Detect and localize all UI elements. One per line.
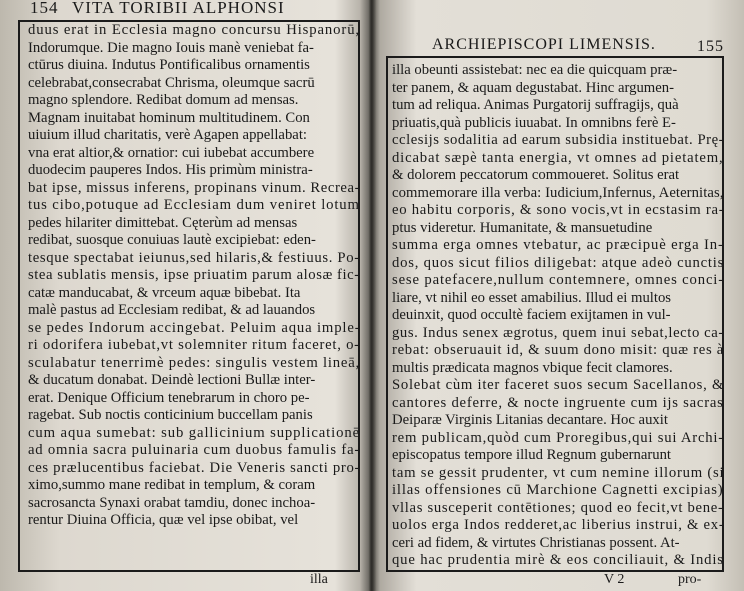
text-line: que hac prudentia mirè & eos conciliauit, & Indis (392, 552, 724, 568)
text-line: cantores deferre, & nocte ingruente cum ijs sacras (392, 394, 724, 411)
text-line: multis prædicata magnos vbique fecit clamores. (392, 359, 673, 376)
text-line: ragebat. Sub noctis conticinium buccellam panis (28, 407, 313, 423)
text-line: bat ipse, missus inferens, propinans vinum. Recrea- (28, 179, 360, 196)
text-line: illa obeunti assistebat: nec ea die quicquam præ- (392, 62, 678, 78)
left-page-header (0, 0, 366, 22)
text-line: Deiparæ Virginis Litanias decantare. Hoc auxit (392, 412, 668, 428)
gutter-shadow (360, 0, 380, 591)
left-page-number: 154 (30, 0, 59, 17)
text-line: liare, vt nihil eo esset amabilius. Illud ei multos (392, 289, 672, 306)
text-line: dicabat sæpè tanta energia, vt omnes ad pietatem, (392, 149, 724, 166)
text-line: sacrosancta Synaxi orabat tamdiu, donec inchoa- (28, 494, 316, 511)
text-line: ri odorifera iubebat,vt solemniter ritum faceret, o- (28, 337, 360, 353)
text-line: tum ad reliqua. Animas Purgatorij suffragijs, quà (392, 97, 679, 113)
text-line: uolos erga Indos redderet,ac liberius instrui, & ex- (392, 517, 724, 533)
left-catchword: illa (310, 572, 328, 587)
text-line: Indorumque. Die magno Iouis manè veniebat fa- (28, 39, 314, 56)
text-line: eo habitu corporis, & sono vocis,vt in ecstasim ra- (392, 202, 724, 218)
text-line: cum aqua sumebat: sub gallicinium supplicationē (28, 424, 360, 441)
text-line: ximo,summo mane redibat in templum, & coram (28, 477, 316, 493)
text-line: magno splendore. Redibat domum ad mensas. (28, 92, 299, 108)
text-line: Magnam inuitabat hominum multitudinem. Con (28, 109, 310, 126)
text-line: rebat: obseruauit id, & suum dono misit: quæ res à (392, 342, 724, 358)
right-running-title: ARCHIEPISCOPI LIMENSIS. (432, 36, 656, 53)
left-running-title: VITA TORIBII ALPHONSI (72, 0, 285, 17)
text-line: cclesijs sodalitia ad earum subsidia instituebat. Prę- (392, 132, 724, 148)
text-line: celebrabat,consecrabat Chrisma, oleumque sacrū (28, 74, 315, 91)
text-line: malè pastus ad Ecclesiam redibat, & ad lauandos (28, 302, 316, 318)
text-line: Solebat cùm iter faceret suos secum Sacellanos, & (392, 377, 724, 393)
text-line: redibat, suosque conuiuas lautè excipiebat: eden- (28, 232, 316, 248)
right-catchword: pro- (678, 572, 702, 587)
text-line: ces prælucentibus faciebat. Die Veneris sancti pro- (28, 459, 360, 476)
text-line: ptus videretur. Humanitate, & mansuetudine (392, 219, 653, 236)
right-page-header (372, 0, 744, 55)
text-line: tus cibo,potuque ad Ecclesiam dum veniret lotum (28, 197, 360, 213)
text-line: priuatis,quà publicis iuuabat. In omnibns ferè E- (392, 114, 676, 131)
text-line: uiuium illud charitatis, verè Agapen appellabat: (28, 127, 307, 143)
text-line: catæ manducabat, & vrceum aquæ bibebat. Ita (28, 284, 301, 301)
right-page (372, 0, 744, 591)
text-line: commemorare illa verba: Iudicium,Infernus, Aeternitas, (392, 184, 724, 201)
text-line: rentur Diuina Officia, quæ vel ipse obibat, vel (28, 512, 299, 528)
text-line: duus erat in Ecclesia magno concursu Hispanorū, (28, 22, 360, 38)
left-page (0, 0, 366, 591)
text-line: & dolorem peccatorum commoueret. Solitus erat (392, 167, 680, 183)
text-line: dos, quos sicut filios diligebat: atque adeò cunctis (392, 254, 724, 271)
text-line: deuinxit, quod occultè faciem exijtamen in vul- (392, 307, 671, 323)
text-line: pedes hilariter dimittebat. Cęterùm ad mensas (28, 214, 298, 231)
text-line: vllas susceperit contētiones; quod eo fecit,vt bene- (392, 499, 724, 516)
text-line: stea sublatis mensis, ipse priuatim parum alosæ fic- (28, 267, 360, 283)
text-line: episcopatus tempore illud Regnum gubernarunt (392, 447, 671, 463)
text-line: ter panem, & aquam degustabat. Hinc argumen- (392, 79, 674, 96)
text-line: tesque spectabat ieiunus,sed hilaris,& festiuus. Po- (28, 249, 360, 266)
text-line: summa erga omnes vtebatur, ac præcipuè erga In- (392, 237, 724, 253)
text-line: ctūrus diuina. Indutus Pontificalibus ornamentis (28, 57, 310, 73)
text-line: ad omnia sacra puluinaria cum duobus famulis fa- (28, 442, 360, 458)
text-line: se pedes Indorum accingebat. Peluim aqua imple- (28, 319, 360, 336)
right-signature-mark: V 2 (604, 572, 625, 587)
text-line: duodecim pauperes Indos. His primùm ministra- (28, 162, 313, 178)
text-line: gus. Indus senex ægrotus, quem inui sebat,lecto ca- (392, 324, 724, 341)
text-line: sculabatur tenerrimè pedes: singulis vestem lineā, (28, 354, 360, 371)
text-line: tam se gessit prudenter, vt cum nemine illorum (si (392, 464, 724, 481)
right-page-number: 155 (697, 38, 724, 55)
text-line: vna erat altior,& ornatior: cui iubebat accumbere (28, 144, 315, 161)
text-line: illas offensiones cū Marchione Cagnetti excipias) (392, 482, 724, 498)
right-text-block (392, 62, 724, 570)
text-line: rem publicam,quòd cum Proregibus,qui sui Archi- (392, 429, 724, 446)
text-line: & ducatum donabat. Deindè lectioni Bullæ inter- (28, 372, 316, 388)
text-line: erat. Denique Officium tenebrarum in choro pe- (28, 389, 310, 406)
text-line: ceri ad fidem, & virtutes Christianas possent. At- (392, 534, 680, 551)
left-text-block (28, 22, 360, 530)
text-line: sese patefacere,nullum contemnere, omnes conci- (392, 272, 724, 288)
